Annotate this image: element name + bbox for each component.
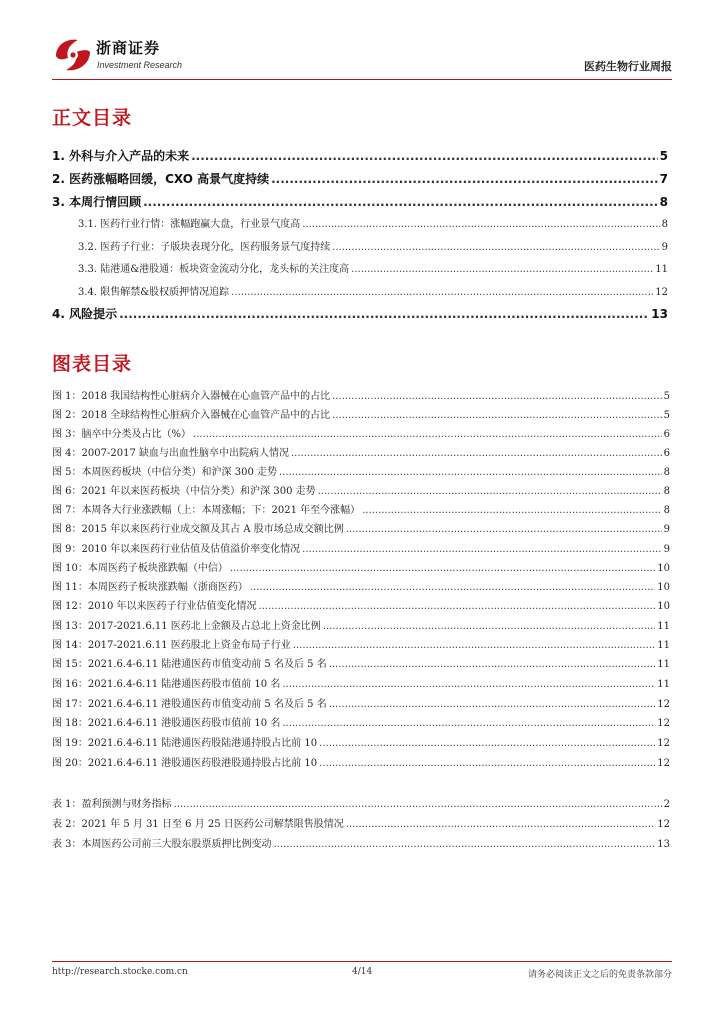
toc-item[interactable]: 2. 医药涨幅略回缓，CXO 高景气度持续 ..... 7 <box>52 170 668 187</box>
figure-item[interactable]: 图 6：2021 年以来医药板块（中信分类）和沪深 300 走势 ..... 8 <box>52 482 670 497</box>
table-item[interactable]: 表 1：盈利预测与财务指标 ..... 2 <box>52 795 670 810</box>
leader-dots <box>274 839 656 850</box>
leader-dots <box>346 524 662 535</box>
figure-item[interactable]: 图 11：本周医药子板块涨跌幅（浙商医药） ..... 10 <box>52 578 670 593</box>
leader-dots <box>230 563 655 574</box>
toc-title: 正文目录 <box>52 107 133 129</box>
leader-dots <box>250 582 655 593</box>
toc-subitem[interactable]: 3.3. 陆港通&港股通：板块资金流动分化，龙头标的关注度高 ..... 11 <box>78 260 668 275</box>
leader-dots <box>351 264 653 275</box>
figure-item[interactable]: 图 3：脑卒中分类及占比（%） ..... 6 <box>52 425 670 440</box>
figure-item[interactable]: 图 2：2018 全球结构性心脏病介入器械在心血管产品中的占比 ..... 5 <box>52 406 670 421</box>
leader-dots <box>174 799 662 810</box>
report-header <box>52 30 672 78</box>
figure-item[interactable]: 图 8：2015 年以来医药行业成交额及其占 A 股市场总成交额比例 ..... 9 <box>52 520 670 535</box>
leader-dots <box>302 544 661 555</box>
footer-divider <box>52 961 672 962</box>
logo-chinese-name: 浙商证券 <box>96 39 161 57</box>
footer-url[interactable]: http://research.stocke.com.cn <box>52 967 188 977</box>
figure-item[interactable]: 图 15：2021.6.4-6.11 陆港通医药市值变动前 5 名及后 5 名 ..... 11 <box>52 655 670 670</box>
table-item[interactable]: 表 3：本周医药公司前三大股东股票质押比例变动 ..... 13 <box>52 835 670 850</box>
figure-item[interactable]: 图 17：2021.6.4-6.11 港股通医药市值变动前 5 名及后 5 名 ..... 12 <box>52 695 670 710</box>
leader-dots <box>329 659 656 670</box>
toc-item[interactable]: 4. 风险提示 ..... 13 <box>52 305 668 322</box>
figure-item[interactable]: 图 12：2010 年以来医药子行业估值变化情况 ..... 10 <box>52 597 670 612</box>
leader-dots <box>119 307 649 321</box>
figure-item[interactable]: 图 4：2007-2017 缺血与出血性脑卒中出院病人情况 ..... 6 <box>52 444 670 459</box>
leader-dots <box>332 410 661 421</box>
leader-dots <box>282 718 655 729</box>
figure-item[interactable]: 图 18：2021.6.4-6.11 港股通医药股市值前 10 名 ..... 12 <box>52 714 670 729</box>
leader-dots <box>323 621 655 632</box>
toc-subitem[interactable]: 3.1. 医药行业行情：涨幅跑赢大盘，行业景气度高 ..... 8 <box>78 215 668 230</box>
leader-dots <box>271 172 658 186</box>
figure-item[interactable]: 图 1：2018 我国结构性心脏病介入器械在心血管产品中的占比 ..... 5 <box>52 387 670 402</box>
figure-item[interactable]: 图 13：2017-2021.6.11 医药北上金额及占总北上资金比例 ..... 11 <box>52 617 670 632</box>
figure-item[interactable]: 图 14：2017-2021.6.11 医药股北上资金布局子行业 ..... 11 <box>52 636 670 651</box>
leader-dots <box>318 486 662 497</box>
figures-title: 图表目录 <box>52 353 133 375</box>
leader-dots <box>193 429 662 440</box>
figure-item[interactable]: 图 20：2021.6.4-6.11 港股通医药股港股通持股占比前 10 ..... 12 <box>52 754 670 769</box>
figure-item[interactable]: 图 10：本周医药子板块涨跌幅（中信） ..... 10 <box>52 559 670 574</box>
figure-item[interactable]: 图 9：2010 年以来医药行业估值及估值溢价率变化情况 ..... 9 <box>52 540 670 555</box>
leader-dots <box>279 467 662 478</box>
leader-dots <box>191 149 658 163</box>
header-divider <box>52 79 672 80</box>
leader-dots <box>302 219 659 230</box>
toc-item[interactable]: 3. 本周行情回顾 ..... 8 <box>52 193 668 210</box>
leader-dots <box>329 699 656 710</box>
leader-dots <box>231 287 653 298</box>
leader-dots <box>362 505 661 516</box>
leader-dots <box>346 819 655 830</box>
footer-disclaimer: 请务必阅读正文之后的免责条款部分 <box>527 970 672 980</box>
leader-dots <box>282 679 655 690</box>
zheshang-logo-icon <box>52 36 94 74</box>
table-item[interactable]: 表 2：2021 年 5 月 31 日至 6 月 25 日医药公司解禁限售股情况 ..... 12 <box>52 815 670 830</box>
figure-item[interactable]: 图 7：本周各大行业涨跌幅（上：本周涨幅；下：2021 年至今涨幅） ..... 8 <box>52 501 670 516</box>
toc-subitem[interactable]: 3.4. 限售解禁&股权质押情况追踪 ..... 12 <box>78 283 668 298</box>
toc-item[interactable]: 1. 外科与介入产品的未来 ..... 5 <box>52 147 668 164</box>
leader-dots <box>293 640 655 651</box>
leader-dots <box>319 758 655 769</box>
leader-dots <box>332 391 661 402</box>
logo-english-name: Investment Research <box>97 60 183 70</box>
toc-subitem[interactable]: 3.2. 医药子行业：子版块表现分化，医药服务景气度持续 ..... 9 <box>78 238 668 253</box>
figure-item[interactable]: 图 19：2021.6.4-6.11 陆港通医药股陆港通持股占比前 10 ..... 12 <box>52 734 670 749</box>
footer-page-number: 4/14 <box>352 967 373 977</box>
report-type: 医药生物行业周报 <box>584 60 672 73</box>
leader-dots <box>259 601 656 612</box>
leader-dots <box>143 195 658 209</box>
leader-dots <box>319 738 655 749</box>
figure-item[interactable]: 图 5：本周医药板块（中信分类）和沪深 300 走势 ..... 8 <box>52 463 670 478</box>
figure-item[interactable]: 图 16：2021.6.4-6.11 陆港通医药股市值前 10 名 ..... 11 <box>52 675 670 690</box>
leader-dots <box>291 448 662 459</box>
leader-dots <box>332 242 659 253</box>
